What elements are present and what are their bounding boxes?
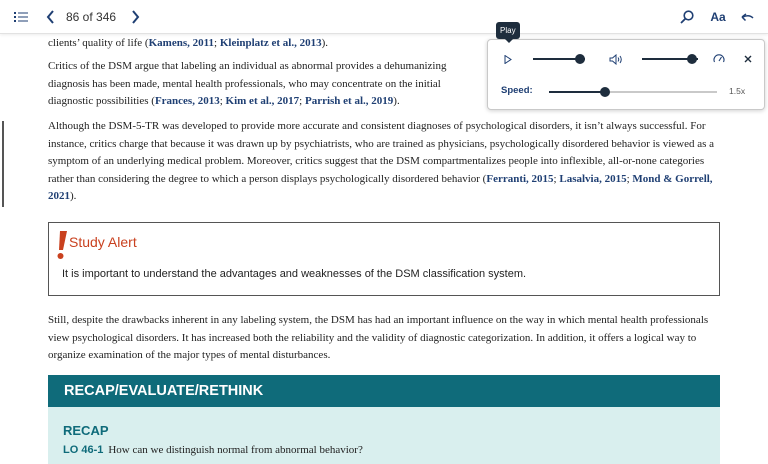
font-settings-button[interactable]: Aa xyxy=(710,10,726,24)
progress-handle[interactable] xyxy=(575,54,585,64)
play-icon[interactable] xyxy=(502,53,514,65)
back-arrow-icon[interactable] xyxy=(739,7,755,27)
recap-section-heading: RECAP/EVALUATE/RETHINK xyxy=(48,375,720,407)
paragraph-0: clients’ quality of life (Kamens, 2011; Kleinplatz et al., 2013). xyxy=(48,37,328,49)
recap-subheading: RECAP xyxy=(63,423,109,438)
recap-section xyxy=(48,407,720,464)
reader-toolbar xyxy=(0,0,768,34)
speed-value: 1.5x xyxy=(729,86,746,96)
study-alert-title: Study Alert xyxy=(69,234,137,250)
citation-link[interactable]: Mond & Gorrell, 2021 xyxy=(48,172,713,202)
learning-objective xyxy=(63,444,363,456)
citation-link[interactable]: Parrish et al., 2019 xyxy=(304,95,394,107)
speed-label: Speed: xyxy=(501,85,533,96)
volume-handle[interactable] xyxy=(687,54,697,64)
learning-objective-code: LO 46-1 xyxy=(63,444,104,456)
citation-link[interactable]: Ferranti, 2015 xyxy=(486,172,554,185)
citation-link[interactable]: Lasalvia, 2015 xyxy=(559,172,627,185)
audio-player xyxy=(487,39,765,110)
speed-handle[interactable] xyxy=(600,87,610,97)
play-tooltip: Play xyxy=(496,22,520,39)
paragraph-3: Still, despite the drawbacks inherent in any labeling system, the DSM has had an important influence on the way in which mental health professionals view psychological disorders. It has increased both the reliability and the validity of diagnostic categorization. In addition, it offers a logical way to organize examination of the major types of mental disturbances. xyxy=(48,314,709,361)
citation-link[interactable]: Kamens, 2011 xyxy=(148,37,215,49)
volume-icon[interactable] xyxy=(608,52,624,66)
list-icon[interactable] xyxy=(12,7,30,27)
paragraph-1: Critics of the DSM argue that labeling an individual as abnormal provides a dehumanizing diagnosis has been made, mental health professionals, who may concentrate on the initial diagnostic possibilities (Frances, 2013; Kim et al., 2017; Parrish et al., 2019). xyxy=(48,60,447,107)
citation-link[interactable]: Kim et al., 2017 xyxy=(225,95,300,107)
paragraph-2: Although the DSM-5-TR was developed to provide more accurate and consistent diagnoses of psychological disorders, it isn’t always successful. For instance, critics charge that because it was drawn up by psychiatrists, who are trained as physicians, psychologically disordered behavior is viewed as a symptom of an underlying medical problem. Moreover, critics suggest that the DSM compartmentalizes people into inflexible, all-or-none categories rather than considering the degree to which a person displays psychologically disordered behavior (Ferranti, 2015; Lasalvia, 2015; Mond & Gorrell, 2021). xyxy=(48,120,715,202)
study-alert-text: It is important to understand the advantages and weaknesses of the DSM classification system. xyxy=(62,268,527,280)
page-indicator: 86 of 346 xyxy=(66,10,117,24)
search-icon[interactable] xyxy=(678,7,696,27)
learning-objective-text: How can we distinguish normal from abnormal behavior? xyxy=(108,444,363,456)
citation-link[interactable]: Frances, 2013 xyxy=(154,95,220,107)
exclamation-icon xyxy=(57,230,67,260)
chevron-left-icon[interactable] xyxy=(43,7,57,27)
study-alert-box xyxy=(48,222,720,296)
close-icon[interactable] xyxy=(741,52,755,66)
citation-link[interactable]: Kleinplatz et al., 2013 xyxy=(219,37,322,49)
speed-track-filled xyxy=(549,91,605,93)
speedometer-icon[interactable] xyxy=(712,52,726,66)
reading-position-marker xyxy=(2,121,4,207)
chevron-right-icon[interactable] xyxy=(128,7,142,27)
